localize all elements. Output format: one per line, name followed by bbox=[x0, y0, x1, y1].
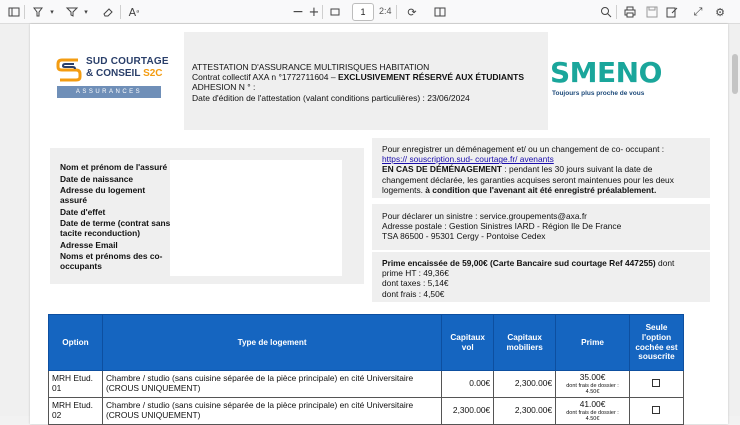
premium-taxes: dont taxes : 5,14€ bbox=[382, 278, 449, 289]
cell-selected bbox=[629, 398, 683, 425]
toolbar-divider bbox=[616, 5, 617, 19]
zoom-out-icon[interactable]: − bbox=[292, 4, 304, 20]
move-info-box bbox=[372, 138, 710, 198]
zoom-in-icon[interactable]: + bbox=[308, 4, 320, 20]
toolbar-divider bbox=[120, 5, 121, 19]
insured-values-area bbox=[170, 160, 342, 276]
cell-vol: 0.00€ bbox=[442, 371, 494, 398]
insured-label: Date d'effet bbox=[60, 206, 106, 217]
chevron-down-icon[interactable]: ▾ bbox=[84, 8, 88, 16]
insured-label: Date de naissance bbox=[60, 173, 134, 184]
table-row bbox=[49, 398, 684, 425]
logo-line2: & CONSEIL S2C bbox=[86, 68, 163, 79]
document-viewer bbox=[0, 24, 740, 422]
toolbar-divider bbox=[396, 5, 397, 19]
insured-label: Noms et prénoms des co-occupants bbox=[60, 251, 163, 271]
option-checkbox[interactable] bbox=[652, 379, 660, 387]
offers-table bbox=[48, 314, 684, 425]
fullscreen-icon[interactable]: ⤢ bbox=[693, 5, 703, 18]
insured-info-box bbox=[50, 148, 364, 284]
cell-vol: 2,300.00€ bbox=[442, 398, 494, 425]
cell-prime: 41.00€ dont frais de dossier : 4.50€ bbox=[556, 398, 630, 425]
claim-email: Pour déclarer un sinistre : service.groupements@axa.fr bbox=[382, 211, 587, 221]
sud-courtage-logo bbox=[56, 54, 169, 100]
avenants-link[interactable]: https:// souscription.sud- courtage.fr/ avenants bbox=[382, 154, 554, 165]
move-text: EN CAS DE DÉMÉNAGEMENT : pendant les 30 jours suivant la date de changement déclarée, les garanties acquises seront maintenues pour les deux logements. à condition que l'avenant ait été enregistré préalablement. bbox=[382, 164, 674, 195]
claim-address: Adresse postale : Gestion Sinistres IARD - Région Ile De France bbox=[382, 221, 622, 232]
move-intro: Pour enregistrer un déménagement et/ ou un changement de co- occupant : bbox=[382, 144, 665, 154]
table-header-row bbox=[49, 315, 684, 371]
premium-ht: prime HT : 49,36€ bbox=[382, 268, 449, 279]
adhesion-number: ADHESION N ° : bbox=[192, 82, 256, 93]
insured-label: Adresse Email bbox=[60, 239, 118, 250]
pdf-toolbar bbox=[0, 0, 740, 24]
insured-labels bbox=[60, 162, 172, 273]
cell-selected bbox=[629, 371, 683, 398]
page-number-input[interactable]: 1 bbox=[352, 3, 374, 21]
scrollbar-thumb[interactable] bbox=[732, 54, 738, 94]
insured-label: Date de terme (contrat sans tacite reconduction) bbox=[60, 218, 171, 238]
edit-icon[interactable] bbox=[664, 4, 680, 20]
table-row bbox=[49, 371, 684, 398]
insured-label: Nom et prénom de l'assuré bbox=[60, 162, 168, 172]
cell-type: Chambre / studio (sans cuisine séparée de la pièce principale) en cité Universitaire (CROUS UNIQUEMENT) bbox=[102, 371, 441, 398]
chevron-down-icon[interactable]: ▾ bbox=[50, 8, 54, 16]
premium-fees: dont frais : 4,50€ bbox=[382, 288, 445, 299]
vertical-scrollbar[interactable] bbox=[730, 24, 740, 416]
attestation-title: ATTESTATION D'ASSURANCE MULTIRISQUES HABITATION bbox=[192, 62, 430, 72]
col-selected: Seule l'option cochée est souscrite bbox=[629, 315, 683, 371]
cell-prime: 35.00€ dont frais de dossier : 4.50€ bbox=[556, 371, 630, 398]
premium-info-box bbox=[372, 252, 710, 302]
cell-mobiliers: 2,300.00€ bbox=[494, 371, 556, 398]
logo-assurances-bar: ASSURANCES bbox=[57, 86, 161, 98]
premium-total: Prime encaissée de 59,00€ (Carte Bancaire sud courtage Ref 447255) dont bbox=[382, 258, 675, 268]
text-icon[interactable]: A ᵃ bbox=[128, 5, 140, 19]
save-icon[interactable] bbox=[644, 4, 660, 20]
claim-address-city: TSA 86500 - 95301 Cergy - Pontoise Cedex bbox=[382, 231, 546, 242]
col-mobiliers: Capitaux mobiliers bbox=[494, 315, 556, 371]
fit-page-icon[interactable] bbox=[327, 4, 343, 20]
sidebar-toggle-icon[interactable] bbox=[6, 4, 22, 20]
insured-label: Adresse du logement assuré bbox=[60, 185, 146, 205]
cell-option: MRH Etud. 02 bbox=[49, 398, 103, 425]
toolbar-divider bbox=[322, 5, 323, 19]
col-option: Option bbox=[49, 315, 103, 371]
logo-s2c: S2C bbox=[143, 68, 163, 79]
search-icon[interactable] bbox=[598, 4, 614, 20]
smeno-tagline: Toujours plus proche de vous bbox=[552, 90, 645, 97]
print-icon[interactable] bbox=[622, 4, 638, 20]
eraser-icon[interactable] bbox=[100, 4, 116, 20]
contract-line: Contrat collectif AXA n °1772711604 – EXCLUSIVEMENT RÉSERVÉ AUX ÉTUDIANTS bbox=[192, 72, 525, 83]
toolbar-divider bbox=[24, 5, 25, 19]
rotate-icon[interactable]: ⟳ bbox=[407, 5, 417, 19]
pdf-page bbox=[30, 24, 728, 424]
smeno-logo bbox=[550, 56, 680, 100]
smeno-wordmark: SMENO bbox=[550, 56, 662, 89]
col-prime: Prime bbox=[556, 315, 630, 371]
cell-option: MRH Etud. 01 bbox=[49, 371, 103, 398]
s2c-logo-mark-icon bbox=[56, 56, 82, 82]
cell-mobiliers: 2,300.00€ bbox=[494, 398, 556, 425]
attestation-header bbox=[184, 32, 548, 130]
two-page-icon[interactable] bbox=[432, 4, 448, 20]
page-count: 2:4 bbox=[379, 6, 392, 16]
logo-line1: SUD COURTAGE bbox=[86, 56, 169, 67]
edition-date: Date d'édition de l'attestation (valant conditions particulières) : 23/06/2024 bbox=[192, 92, 470, 103]
cell-type: Chambre / studio (sans cuisine séparée de la pièce principale) en cité Universitaire (CROUS UNIQUEMENT) bbox=[102, 398, 441, 425]
col-vol: Capitaux vol bbox=[442, 315, 494, 371]
option-checkbox[interactable] bbox=[652, 406, 660, 414]
col-type: Type de logement bbox=[102, 315, 441, 371]
claim-info-box bbox=[372, 204, 710, 250]
settings-icon[interactable]: ⚙ bbox=[715, 5, 725, 19]
